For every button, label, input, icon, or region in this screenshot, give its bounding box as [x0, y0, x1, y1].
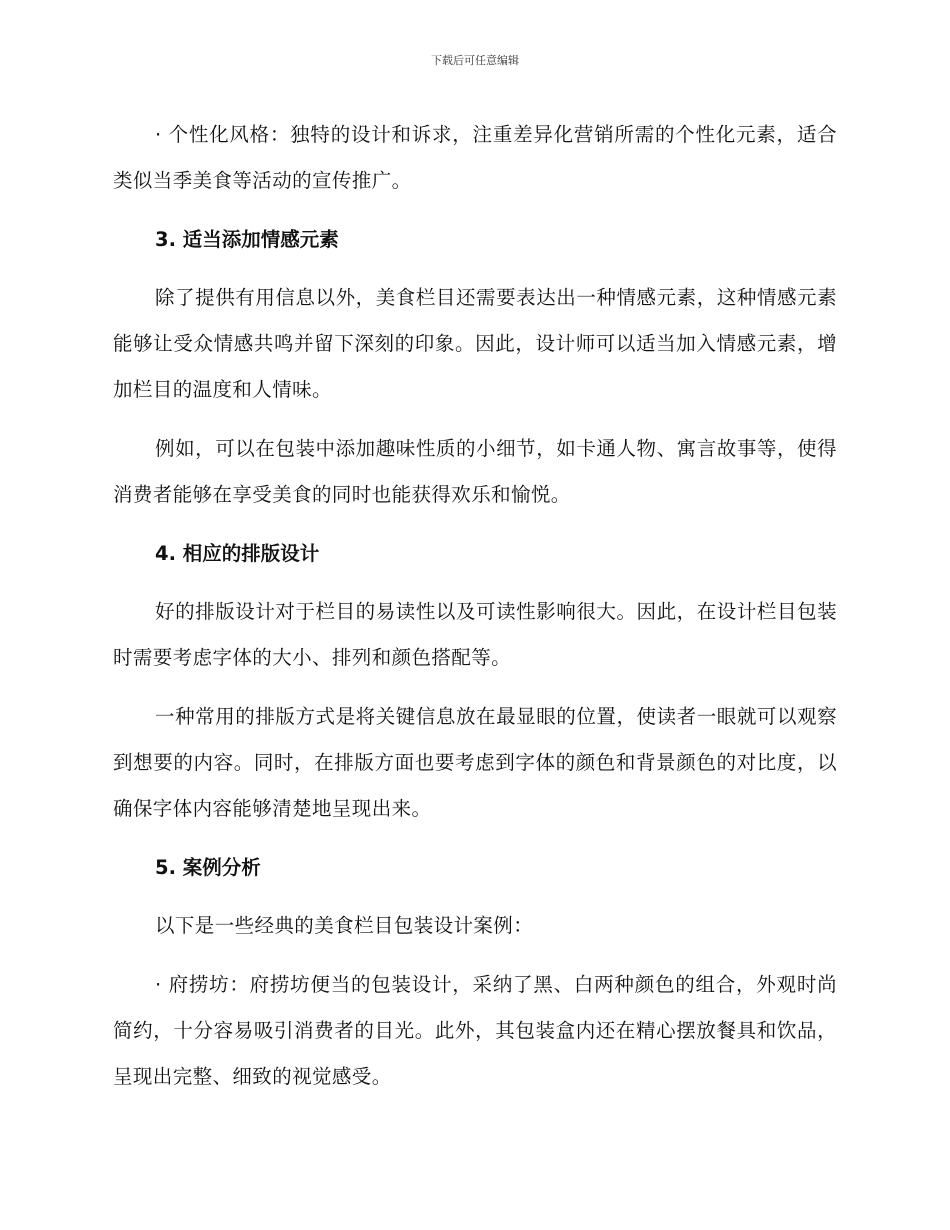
section-heading-emotional-elements: 3. 适当添加情感元素	[155, 228, 339, 251]
paragraph-layout-design: 好的排版设计对于栏目的易读性以及可读性影响很大。因此，在设计栏目包装时需要考虑字体的大小、排列和颜色搭配等。	[113, 600, 837, 669]
paragraph-case-intro: 以下是一些经典的美食栏目包装设计案例：	[155, 914, 534, 937]
paragraph-emotional-example: 例如，可以在包装中添加趣味性质的小细节，如卡通人物、寓言故事等，使得消费者能够在享受美食的同时也能获得欢乐和愉悦。	[113, 437, 837, 506]
paragraph-emotional-elements: 除了提供有用信息以外，美食栏目还需要表达出一种情感元素，这种情感元素能够让受众情感共鸣并留下深刻的印象。因此，设计师可以适当加入情感元素，增加栏目的温度和人情味。	[113, 286, 837, 401]
paragraph-personalized-style: · 个性化风格：独特的设计和诉求，注重差异化营销所需的个性化元素，适合类似当季美食等活动的宣传推广。	[113, 123, 837, 192]
paragraph-case-fulaofang: · 府捞坊：府捞坊便当的包装设计，采纳了黑、白两种颜色的组合，外观时尚简约，十分容易吸引消费者的目光。此外，其包装盒内还在精心摆放餐具和饮品，呈现出完整、细致的视觉感受。	[113, 973, 837, 1088]
section-heading-case-analysis: 5. 案例分析	[155, 856, 261, 879]
section-heading-layout-design: 4. 相应的排版设计	[155, 542, 320, 565]
document-body	[113, 112, 837, 1113]
paragraph-layout-method: 一种常用的排版方式是将关键信息放在最显眼的位置，使读者一眼就可以观察到想要的内容。同时，在排版方面也要考虑到字体的颜色和背景颜色的对比度，以确保字体内容能够清楚地呈现出来。	[113, 705, 837, 820]
page-header: 下载后可任意编辑	[431, 54, 519, 67]
